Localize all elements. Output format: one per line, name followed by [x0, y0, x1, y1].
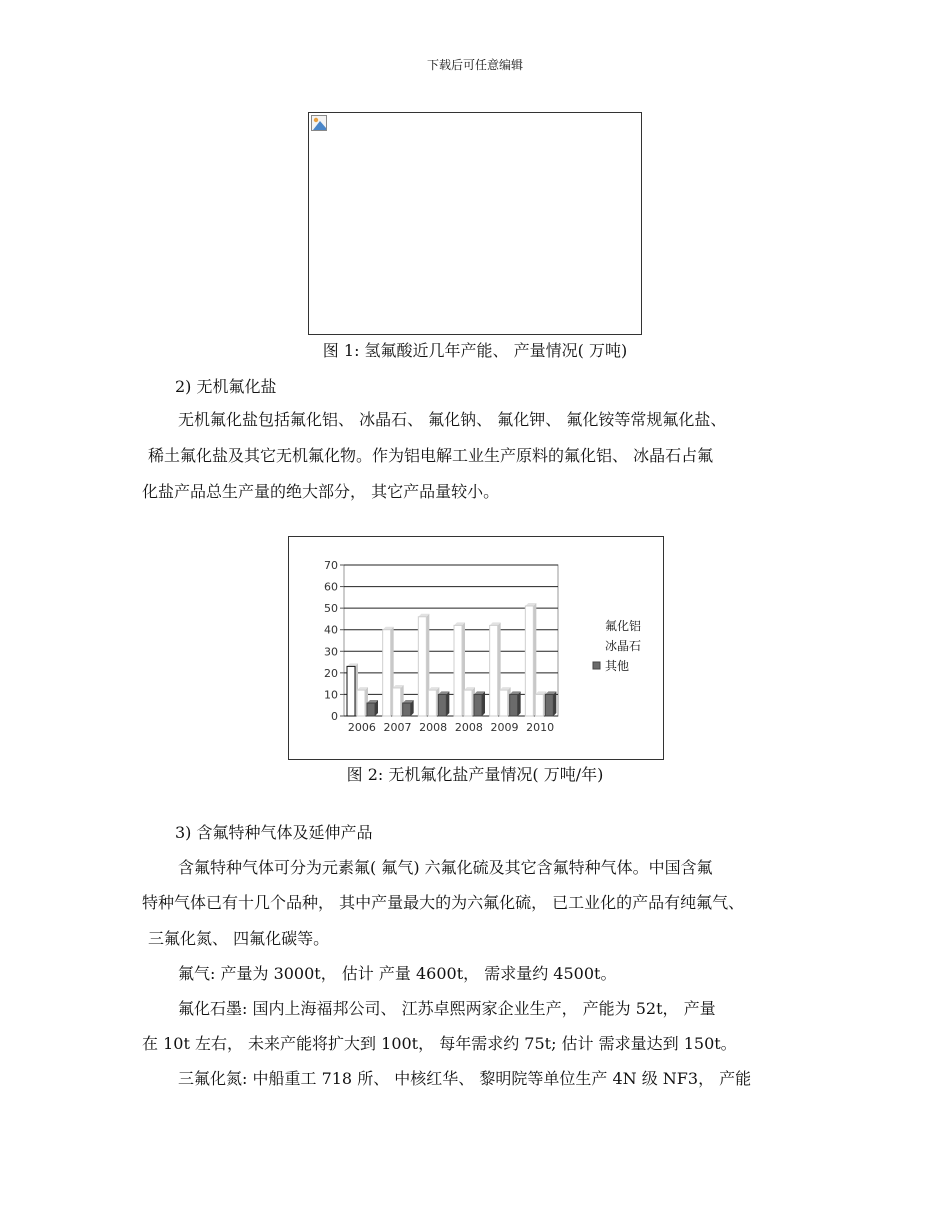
legend-swatch	[593, 662, 600, 669]
bar	[535, 694, 543, 716]
section2-para-line-2: 稀土氟化盐及其它无机氟化物。作为铝电解工业生产原料的氟化铝、 冰晶石占氟	[148, 446, 714, 465]
x-tick-label: 2008	[419, 721, 448, 734]
bar	[525, 606, 533, 716]
bar	[357, 690, 365, 716]
bar	[383, 630, 391, 716]
x-tick-label: 2009	[490, 721, 519, 734]
figure2-caption: 图 2: 无机氟化盐产量情况( 万吨/年)	[346, 765, 604, 784]
page-header: 下载后可任意编辑	[426, 58, 523, 72]
legend-label: 冰晶石	[605, 639, 642, 653]
bar-chart	[289, 537, 663, 759]
y-tick-label: 30	[324, 645, 338, 659]
section2-heading: 2) 无机氟化盐	[175, 377, 277, 396]
bar	[367, 703, 375, 716]
bar	[464, 690, 472, 716]
legend-swatch	[593, 642, 600, 649]
y-tick-label: 10	[324, 688, 338, 702]
bar	[510, 694, 518, 716]
section3-para-line-2: 特种气体已有十几个品种， 其中产量最大的为六氟化硫， 已工业化的产品有纯氟气、	[142, 893, 745, 912]
bar	[347, 666, 355, 716]
x-tick-label: 2008	[454, 721, 483, 734]
y-tick-label: 40	[324, 623, 338, 637]
legend-label: 氟化铝	[605, 619, 642, 633]
section3-heading: 3) 含氟特种气体及延伸产品	[175, 823, 373, 842]
section2-para-line-1: 无机氟化盐包括氟化铝、 冰晶石、 氟化钠、 氟化钾、 氟化铵等常规氟化盐、	[178, 410, 727, 429]
bar	[490, 625, 498, 716]
section3-para-line-3: 三氟化氮、 四氟化碳等。	[148, 929, 330, 948]
section3-para-line-1: 含氟特种气体可分为元素氟( 氟气) 六氟化硫及其它含氟特种气体。中国含氟	[178, 858, 713, 877]
section3-para-line-4: 氟气: 产量为 3000t， 估计 产量 4600t， 需求量约 4500t。	[178, 964, 617, 983]
figure1-caption: 图 1: 氢氟酸近几年产能、 产量情况( 万吨)	[322, 341, 628, 360]
x-tick-label: 2010	[526, 721, 555, 734]
figure2-chart	[288, 536, 664, 760]
bar	[474, 694, 482, 716]
bar	[438, 694, 446, 716]
broken-image-icon	[311, 115, 327, 131]
x-tick-label: 2006	[347, 721, 376, 734]
y-tick-label: 70	[324, 559, 338, 572]
bar	[403, 703, 411, 716]
legend-label: 其他	[605, 659, 630, 673]
bar	[545, 694, 553, 716]
bar	[418, 617, 426, 716]
bar	[393, 688, 401, 716]
y-tick-label: 20	[324, 666, 338, 680]
legend-swatch	[593, 622, 600, 629]
section3-para-line-6: 在 10t 左右， 未来产能将扩大到 100t， 每年需求约 75t; 估计 需求量达到 150t。	[142, 1034, 737, 1053]
section3-para-line-7: 三氟化氮: 中船重工 718 所、 中核红华、 黎明院等单位生产 4N 级 NF3， 产能	[178, 1069, 752, 1088]
bar	[454, 625, 462, 716]
x-tick-label: 2007	[383, 721, 412, 734]
y-tick-label: 60	[324, 580, 338, 594]
bar	[428, 690, 436, 716]
y-tick-label: 50	[324, 602, 338, 616]
bar	[500, 690, 508, 716]
figure1-image-placeholder	[308, 112, 642, 335]
section3-para-line-5: 氟化石墨: 国内上海福邦公司、 江苏卓熙两家企业生产， 产能为 52t， 产量	[178, 999, 716, 1018]
y-tick-label: 0	[331, 710, 338, 723]
section2-para-line-3: 化盐产品总生产量的绝大部分， 其它产品量较小。	[142, 482, 500, 501]
